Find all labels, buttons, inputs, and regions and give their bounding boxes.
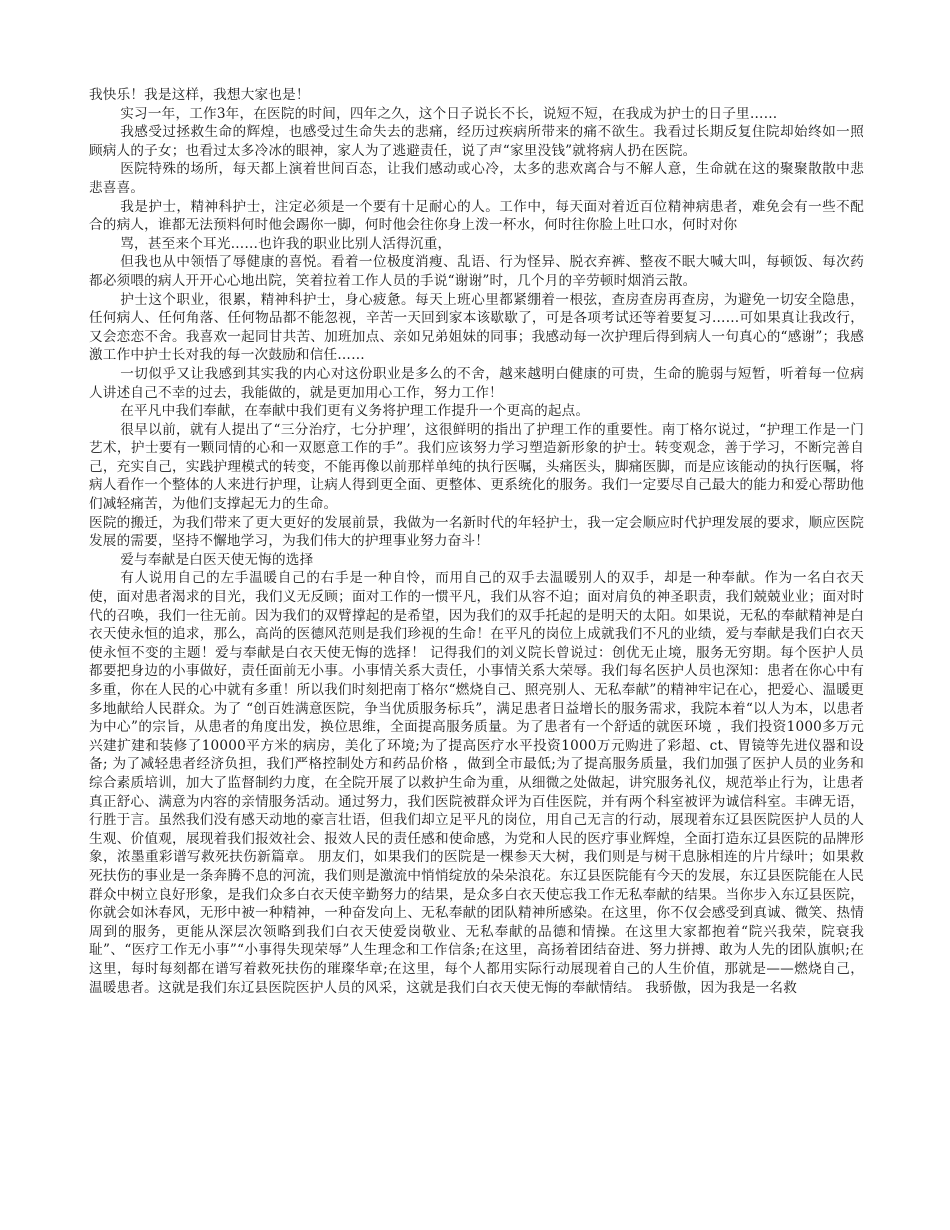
paragraph: 医院特殊的场所，每天都上演着世间百态，让我们感动或心冷，太多的悲欢离合与不解人意，生命就在这的聚聚散散中悲悲喜喜。 — [89, 161, 864, 196]
paragraph: 但我也从中领悟了辱健康的喜悦。看着一位极度消瘦、乱语、行为怪异、脱衣弃裤、整夜不眠大喊大叫，每顿饭、每次药都必须喂的病人开开心心地出院，笑着拉着工作人员的手说“谢谢”时，几个月的辛劳顿时烟消云散。 — [89, 254, 864, 289]
paragraph: 一切似乎又让我感到其实我的内心对这份职业是多么的不舍，越来越明白健康的可贵，生命的脆弱与短暂，听着每一位病人讲述自己不幸的过去，我能做的，就是更加用心工作，努力工作！ — [89, 365, 864, 401]
section-heading: 爱与奉献是白医天使无悔的选择 — [120, 551, 314, 568]
paragraph: 很早以前，就有人提出了“三分治疗，七分护理’，这很鲜明的指出了护理工作的重要性。南丁格尔说过，“护理工作是一门艺术，护士要有一颗同情的心和一双愿意工作的手”。我们应该努力学习塑造新形象的护士。转变观念，善于学习，不断完善自己，充实自己，实践护理模式的转变，不能再像以前那样单纯的执行医嘱，头痛医头，脚痛医脚，而是应该能动的执行医嘱，将病人看作一个整体的人来进行护理，让病人得到更全面、更整体、更系统化的服务。我们一定要尽自己最大的能力和爱心帮助他们减轻痛苦，为他们支撑起无力的生命。 — [89, 421, 864, 513]
paragraph: 骂，甚至来个耳光……也许我的职业比别人活得沉重， — [120, 235, 452, 252]
paragraph: 护士这个职业，很累，精神科护士，身心疲惫。每天上班心里都紧绷着一根弦，查房查房再查房，为避免一切安全隐患，任何病人、任何角落、任何物品都不能忽视，辛苦一天回到家本该歇歇了，可是各项考试还等着要复习……可如果真让我改行，又会恋恋不舍。我喜欢一起同甘共苦、加班加点、亲如兄弟姐妹的同事；我感动每一次护理后得到病人一句真心的“感谢”；我感激工作中护士长对我的每一次鼓励和信任…… — [89, 291, 864, 364]
paragraph: 有人说用自己的左手温暖自己的右手是一种自怜，而用自己的双手去温暖别人的双手，却是一种奉献。作为一名白衣天使，面对患者渴求的目光，我们义无反顾；面对工作的一惯平凡，我们从容不迫；面对肩负的神圣职责，我们兢兢业业；面对时代的召唤，我们一往无前。因为我们的双臂撑起的是希望，因为我们的双手托起的是明天的太阳。如果说，无私的奉献精神是白衣天使永恒的追求，那么，高尚的医德风范则是我们珍视的生命！在平凡的岗位上成就我们不凡的业绩，爱与奉献是我们白衣天使永恒不变的主题！爱与奉献是白衣天使无悔的选择！ 记得我们的刘义院长曾说过：创优无止境，服务无穷期。每个医护人员都要把身边的小事做好，责任面前无小事。小事情关系大责任，小事情关系大荣辱。我们每名医护人员也深知：患者在你心中有多重，你在人民的心中就有多重！所以我们时刻把南丁格尔“燃烧自己、照亮别人、无私奉献”的精神牢记在心，把爱心、温暖更多地献给人民群众。为了 “创百姓满意医院，争当优质服务标兵”，满足患者日益增长的服务需求，我院本着“以人为本，以患者为中心”的宗旨，从患者的角度出发，换位思维，全面提高服务质量。为了患者有一个舒适的就医环境 ，我们投资1000多万元兴建扩建和装修了10000平方米的病房，美化了环境;为了提高医疗水平投资1000万元购进了彩超、ct、胃镜等先进仪器和设备; 为了减轻患者经济负担，我们严格控制处方和药品价格 ，做到全市最低;为了提高服务质量，我们加强了医护人员的业务和综合素质培训，加大了监督制约力度，在全院开展了以救护生命为重，从细微之处做起，讲究服务礼仪，规范举止行为，让患者真正舒心、满意为内容的亲情服务活动。通过努力，我们医院被群众评为百佳医院，并有两个科室被评为诚信科室。丰碑无语，行胜于言。虽然我们没有感天动地的豪言壮语，但我们却立足平凡的岗位，用自己无言的行动，展现着东辽县医院医护人员的人生观、价值观，展现着我们报效社会、报效人民的责任感和使命感，为党和人民的医疗事业辉煌，全面打造东辽县医院的品牌形象，浓墨重彩谱写救死扶伤新篇章。 朋友们，如果我们的医院是一棵参天大树，我们则是与树干息脉相连的片片绿叶；如果救死扶伤的事业是一条奔腾不息的河流，我们则是激流中悄悄绽放的朵朵浪花。东辽县医院能有今天的发展，东辽县医院能在人民群众中树立良好形象，是我们众多白衣天使辛勤努力的结果，是众多白衣天使忘我工作无私奉献的结果。当你步入东辽县医院，你就会如沐春风，无形中被一种精神，一种奋发向上、无私奉献的团队精神所感染。在这里，你不仅会感受到真诚、微笑、热情周到的服务，更能从深层次领略到我们白衣天使爱岗敬业、无私奉献的品德和情操。在这里大家都抱着“院兴我荣，院衰我耻”、“医疗工作无小事”“小事得失现荣辱”人生理念和工作信条;在这里，高扬着团结奋进、努力拼搏、敢为人先的团队旗帜;在这里，每时每刻都在谱写着救死扶伤的璀璨华章;在这里，每个人都用实际行动展现着自己的人生价值，那就是——燃烧自己，温暖患者。这就是我们东辽县医院医护人员的风采，这就是我们白衣天使无悔的奉献情结。 我骄傲，因为我是一名救 — [89, 570, 864, 996]
paragraph: 医院的搬迁，为我们带来了更大更好的发展前景，我做为一名新时代的年轻护士，我一定会顺应时代护理发展的要求，顺应医院发展的需要，坚持不懈地学习，为我们伟大的护理事业努力奋斗！ — [89, 514, 864, 550]
paragraph: 在平凡中我们奉献，在奉献中我们更有义务将护理工作提升一个更高的起点。 — [120, 403, 590, 420]
paragraph: 实习一年，工作3年，在医院的时间，四年之久，这个日子说长不长，说短不短，在我成为护士的日子里…… — [120, 105, 778, 122]
paragraph: 我快乐！我是这样，我想大家也是！ — [89, 87, 310, 103]
paragraph: 我是护士，精神科护士，注定必须是一个要有十足耐心的人。工作中，每天面对着近百位精神病患者，难免会有一些不配合的病人，谁都无法预料何时他会踢你一脚，何时他会往你身上泼一杯水，何时往你脸上吐口水，何时对你 — [89, 198, 864, 234]
paragraph: 我感受过拯救生命的辉煌，也感受过生命失去的悲痛，经历过疾病所带来的痛不欲生。我看过长期反复住院却始终如一照顾病人的子女；也看过太多冷冰的眼神，家人为了逃避责任，说了声“家里没钱”就将病人扔在医院。 — [89, 124, 864, 159]
